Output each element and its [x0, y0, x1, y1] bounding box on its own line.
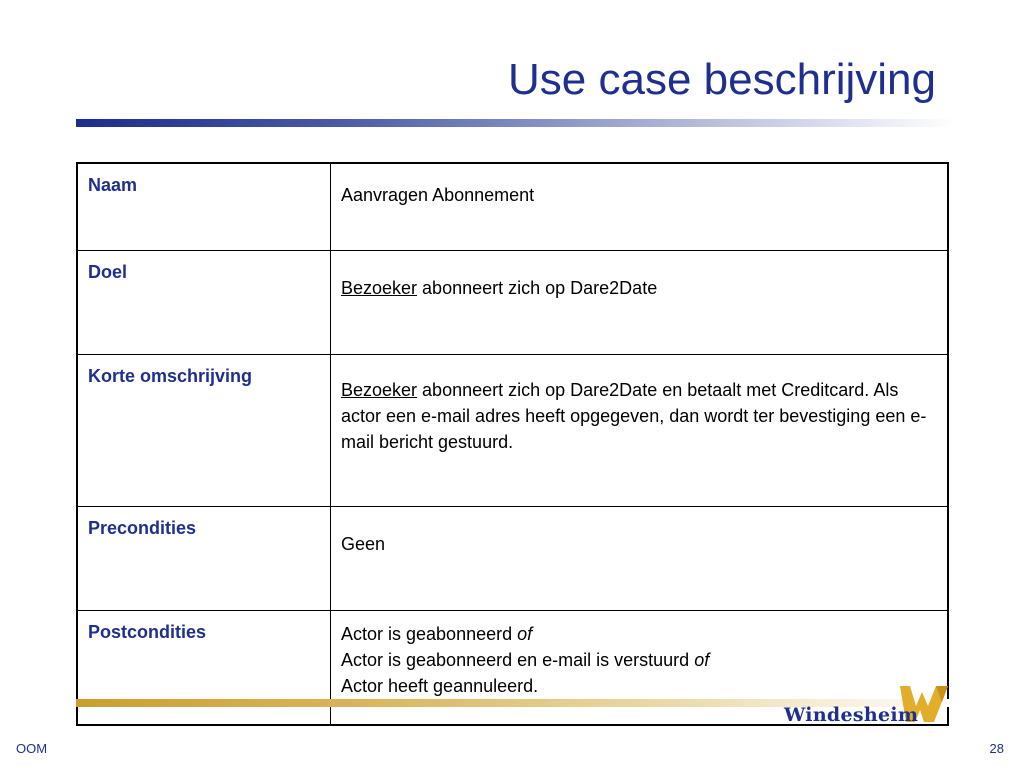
- row-label: Naam: [77, 163, 331, 251]
- table-row-naam: [77, 163, 948, 251]
- table-row-doel: [77, 251, 948, 355]
- row-value: Geen: [331, 507, 949, 611]
- slide-title: Use case beschrijving: [508, 55, 936, 104]
- row-value-text: abonneert zich op Dare2Date en betaalt met Creditcard. Als actor een e-mail adres heeft opgegeven, dan wordt ter bevestiging een e-mail bericht gestuurd.: [341, 380, 927, 452]
- page-number: 28: [989, 741, 1004, 756]
- row-value-text: abonneert zich op Dare2Date: [417, 278, 658, 298]
- postcondition-line-1: Actor is geabonneerd: [341, 624, 518, 644]
- footer-label: OOM: [16, 741, 48, 756]
- use-case-table: [76, 162, 949, 726]
- title-divider: [76, 119, 956, 127]
- table-row-korte-omschrijving: [77, 355, 948, 507]
- row-value: [331, 355, 949, 507]
- postcondition-line-3: Actor heeft geannuleerd.: [341, 676, 539, 696]
- row-label: Doel: [77, 251, 331, 355]
- row-label: Korte omschrijving: [77, 355, 331, 507]
- or-keyword: of: [517, 624, 533, 644]
- postcondition-line-2: Actor is geabonneerd en e-mail is verstuurd: [341, 650, 695, 670]
- row-label: Precondities: [77, 507, 331, 611]
- or-keyword: of: [694, 650, 710, 670]
- table-row-precondities: [77, 507, 948, 611]
- windesheim-logo-text: Windesheim: [784, 704, 919, 726]
- bezoeker-term: Bezoeker: [341, 278, 418, 298]
- row-value: Aanvragen Abonnement: [331, 163, 949, 251]
- row-label: Postcondities: [77, 611, 331, 726]
- bezoeker-term: Bezoeker: [341, 380, 418, 400]
- row-value: [331, 251, 949, 355]
